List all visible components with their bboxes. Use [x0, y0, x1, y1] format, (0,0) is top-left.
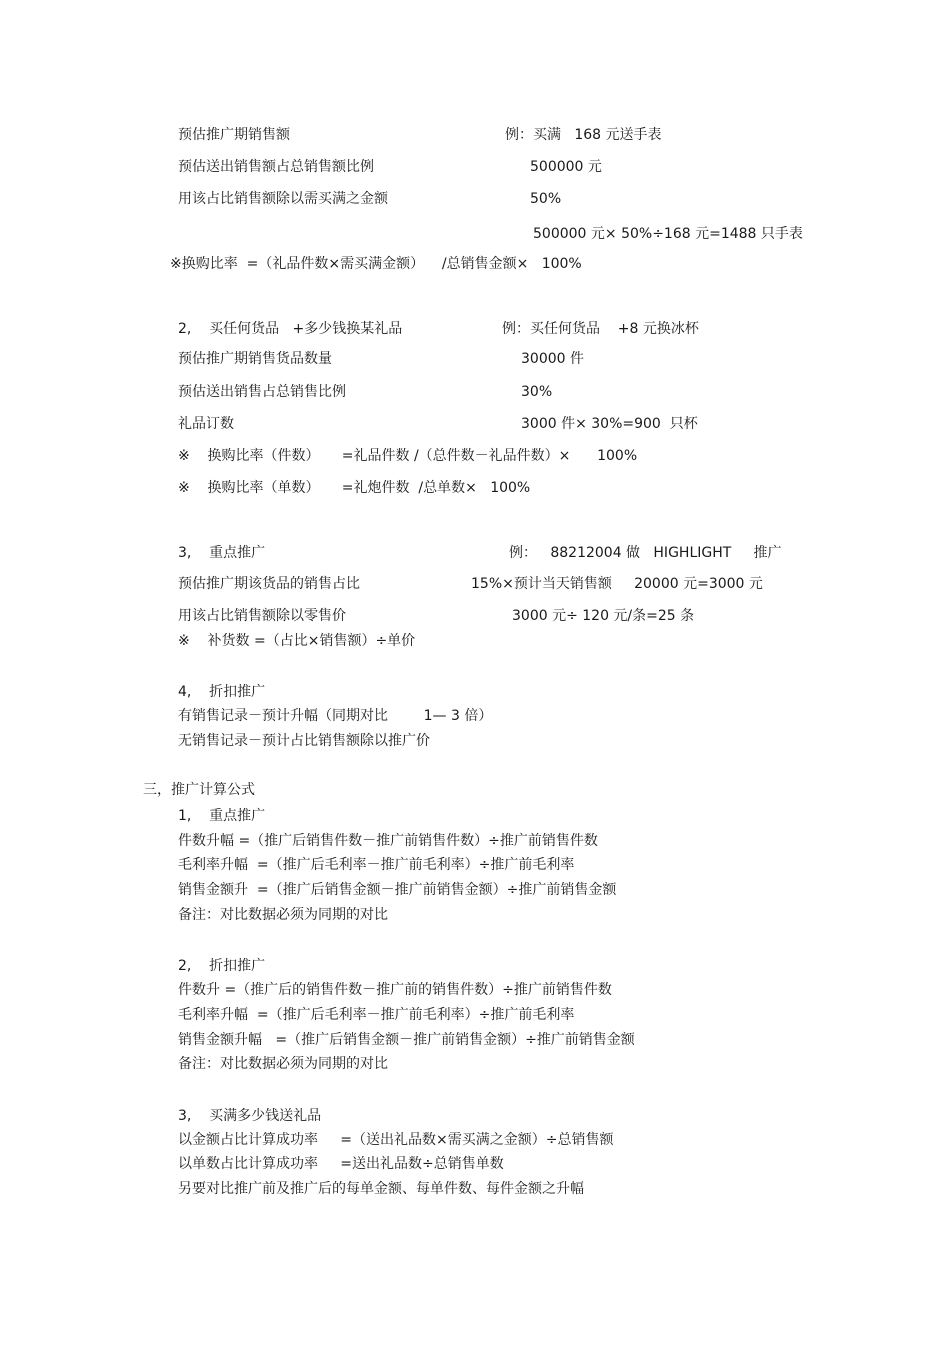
s4-line2: 无销售记录－预计占比销售额除以推广价	[178, 733, 430, 749]
s1-formula: ※换购比率 =（礼品件数×需买满金额） /总销售金额× 100%	[170, 256, 582, 272]
part3-b-heading: 2, 折扣推广	[178, 958, 266, 974]
s3-example: 例： 88212004 做 HIGHLIGHT 推广	[509, 545, 782, 561]
s2-line3-value: 3000 件× 30%=900 只杯	[521, 416, 698, 432]
s2-formula-2: ※ 换购比率（单数） =礼炮件数 /总单数× 100%	[178, 480, 531, 496]
part3-c-line1: 以金额占比计算成功率 =（送出礼品数×需买满之金额）÷总销售额	[178, 1132, 614, 1148]
part3-b-note: 备注：对比数据必须为同期的对比	[178, 1056, 388, 1072]
part3-a-heading: 1, 重点推广	[178, 808, 266, 824]
s3-line2-label: 用该占比销售额除以零售价	[178, 608, 346, 624]
part3-title: 三，推广计算公式	[143, 782, 255, 798]
s1-calculation: 500000 元× 50%÷168 元=1488 只手表	[533, 226, 803, 242]
part3-a-note: 备注：对比数据必须为同期的对比	[178, 907, 388, 923]
s1-line2-value: 500000 元	[530, 159, 602, 175]
s1-line3-value: 50%	[530, 191, 562, 207]
s2-line1-value: 30000 件	[521, 351, 584, 367]
part3-c-line2: 以单数占比计算成功率 =送出礼品数÷总销售单数	[178, 1156, 504, 1172]
s2-line1-label: 预估推广期销售货品数量	[178, 351, 332, 367]
part3-b-line2: 毛利率升幅 =（推广后毛利率－推广前毛利率）÷推广前毛利率	[178, 1007, 575, 1023]
s4-heading: 4, 折扣推广	[178, 684, 266, 700]
s3-line1-label: 预估推广期该货品的销售占比	[178, 576, 360, 592]
part3-a-line2: 毛利率升幅 =（推广后毛利率－推广前毛利率）÷推广前毛利率	[178, 857, 575, 873]
part3-b-line3: 销售金额升幅 =（推广后销售金额－推广前销售金额）÷推广前销售金额	[178, 1032, 635, 1048]
part3-c-line3: 另要对比推广前及推广后的每单金额、每单件数、每件金额之升幅	[178, 1181, 584, 1197]
s1-line1-label: 预估推广期销售额	[178, 127, 290, 143]
part3-b-line1: 件数升 =（推广后的销售件数－推广前的销售件数）÷推广前销售件数	[178, 982, 612, 998]
s1-example: 例：买满 168 元送手表	[505, 127, 662, 143]
s1-line3-label: 用该占比销售额除以需买满之金额	[178, 191, 388, 207]
part3-c-heading: 3, 买满多少钱送礼品	[178, 1108, 322, 1124]
s4-line1: 有销售记录－预计升幅（同期对比 1— 3 倍）	[178, 708, 493, 724]
s2-heading: 2, 买任何货品 +多少钱换某礼品	[178, 321, 403, 337]
s3-formula: ※ 补货数 =（占比×销售额）÷单价	[178, 633, 416, 649]
part3-a-line1: 件数升幅 =（推广后销售件数－推广前销售件数）÷推广前销售件数	[178, 833, 598, 849]
s1-line2-label: 预估送出销售额占总销售额比例	[178, 159, 374, 175]
s3-heading: 3, 重点推广	[178, 545, 266, 561]
s3-line2-value: 3000 元÷ 120 元/条=25 条	[512, 608, 695, 624]
s2-example: 例：买任何货品 +8 元换冰杯	[502, 321, 699, 337]
s3-line1-value: 15%×预计当天销售额 20000 元=3000 元	[471, 576, 763, 592]
s2-formula-1: ※ 换购比率（件数） =礼品件数 /（总件数－礼品件数）× 100%	[178, 448, 638, 464]
s2-line3-label: 礼品订数	[178, 416, 234, 432]
s2-line2-value: 30%	[521, 384, 553, 400]
s2-line2-label: 预估送出销售占总销售比例	[178, 384, 346, 400]
part3-a-line3: 销售金额升 =（推广后销售金额－推广前销售金额）÷推广前销售金额	[178, 882, 617, 898]
